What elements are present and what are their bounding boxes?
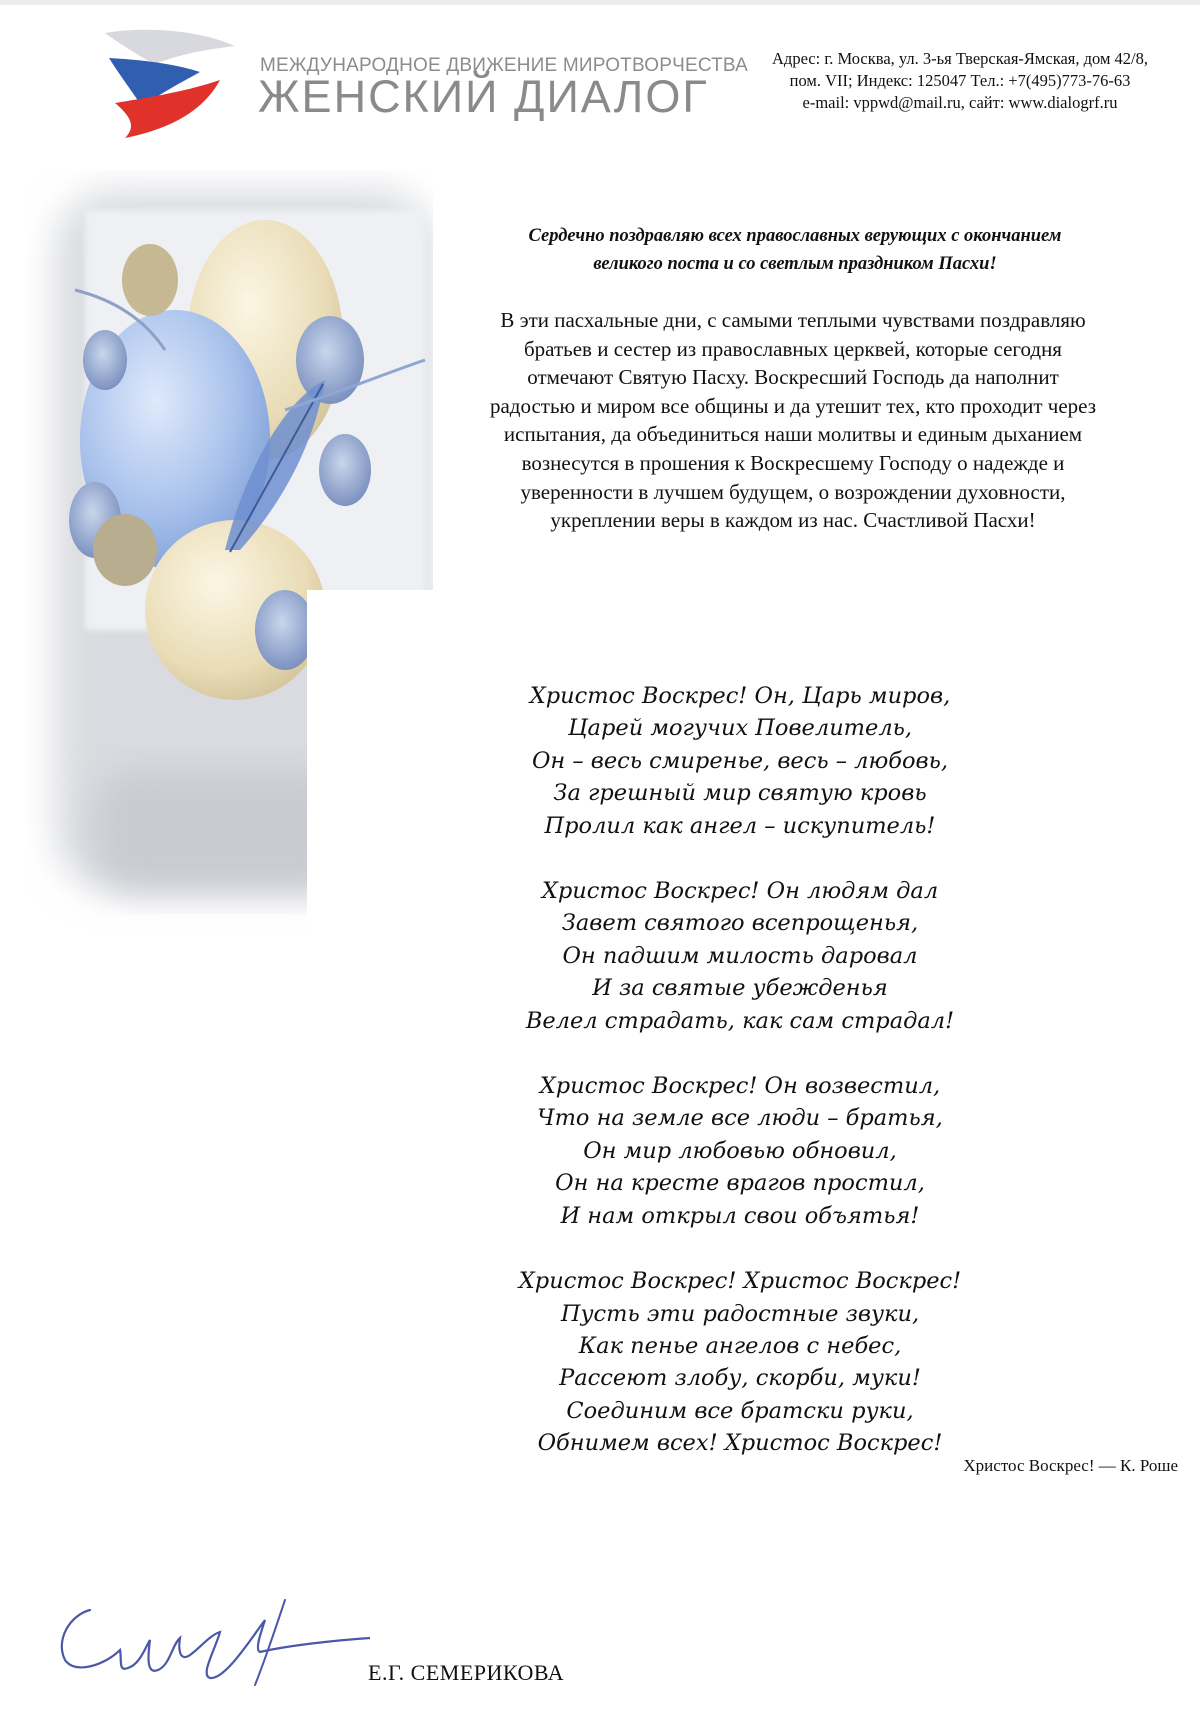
poem-line: Пусть эти радостные звуки,	[560, 1300, 920, 1327]
poem-line: Пролил как ангел – искупитель!	[544, 812, 936, 839]
logo-title: ЖЕНСКИЙ ДИАЛОГ	[258, 71, 709, 122]
poem-stanza	[460, 1070, 1020, 1232]
easter-eggs-image	[25, 170, 495, 1000]
handwritten-signature	[50, 1580, 370, 1690]
signer-name: Е.Г. СЕМЕРИКОВА	[368, 1660, 565, 1685]
poem-line: Он на кресте врагов простил,	[555, 1170, 925, 1197]
poem-line: И за святые убежденья	[592, 975, 888, 1002]
poem	[460, 680, 1020, 1493]
greeting-heading: Сердечно поздравляю всех православных верующих с окончанием великого поста и со светлым праздником Пасхи!	[528, 226, 1062, 274]
poem-line: Он – весь смиренье, весь – любовь,	[531, 747, 949, 774]
poem-line: Рассеют злобу, скорби, муки!	[559, 1365, 921, 1392]
poem-stanza	[460, 680, 1020, 842]
poem-line: Христос Воскрес! Он людям дал	[541, 878, 939, 905]
poem-line: Христос Воскрес! Он возвестил,	[539, 1073, 941, 1100]
easter-eggs-illustration	[25, 170, 475, 1000]
poem-line: Обнимем всех! Христос Воскрес!	[537, 1430, 943, 1457]
poem-attribution: Христос Воскрес! — К. Роше	[963, 1456, 1178, 1475]
poem-line: Как пенье ангелов с небес,	[578, 1332, 902, 1359]
poem-stanza	[460, 1265, 1020, 1459]
logo-subtitle: МЕЖДУНАРОДНОЕ ДВИЖЕНИЕ МИРОТВОРЧЕСТВА	[260, 55, 749, 76]
address-line: Адрес: г. Москва, ул. 3-ья Тверская-Ямская, дом 42/8,	[772, 49, 1148, 68]
poem-line: Что на земле все люди – братья,	[537, 1105, 943, 1132]
poem-line: Христос Воскрес! Он, Царь миров,	[529, 683, 951, 709]
address-line: пом. VII; Индекс: 125047 Тел.: +7(495)773-76-63	[789, 71, 1131, 90]
poem-line: И нам открыл свои объятья!	[560, 1202, 920, 1229]
poem-line: Он мир любовью обновил,	[583, 1137, 897, 1164]
poem-line: За грешный мир святую кровь	[553, 780, 927, 807]
poem-line: Он падшим милость даровал	[562, 942, 918, 969]
address-line: e-mail: vppwd@mail.ru, сайт: www.dialogrf.ru	[802, 93, 1118, 112]
poem-line: Соединим все братски руки,	[566, 1397, 914, 1424]
contact-address	[735, 48, 1185, 114]
dove-logo-icon	[105, 28, 245, 143]
poem-line: Царей могучих Повелитель,	[567, 715, 913, 742]
organization-logo	[105, 28, 749, 148]
poem-stanza	[460, 875, 1020, 1037]
top-edge	[0, 0, 1200, 5]
poem-line: Велел страдать, как сам страдал!	[525, 1007, 955, 1034]
poem-line: Завет святого всепрощенья,	[561, 910, 919, 937]
greeting-body: В эти пасхальные дни, с самыми теплыми чувствами поздравляю братьев и сестер из православных церквей, которые сегодня отмечают Святую Пасху. Воскресший Господь да наполнит радостью и миром все общины и да утешит тех, кто проходит через испытания, да объединиться наши молитвы и единым дыханием вознесутся в прошения к Воскресшему Господу о надежде и уверенности в лучшем будущем, о возрождении духовности, укреплении веры в каждом из нас. Счастливой Пасхи!	[489, 308, 1097, 533]
poem-line: Христос Воскрес! Христос Воскрес!	[518, 1268, 962, 1295]
